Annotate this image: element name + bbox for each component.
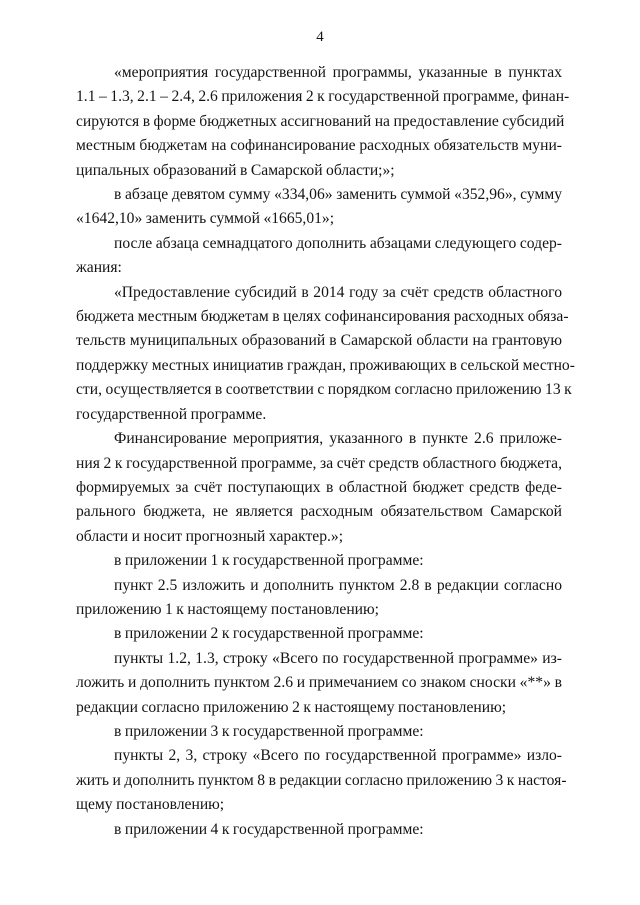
text-line: ципальных образований в Самарской области;»; [76, 161, 395, 179]
text-line: местным бюджетам на софинансирование расходных обязательств муни- [76, 137, 562, 155]
text-line: жания: [76, 259, 122, 277]
paragraph [76, 574, 562, 623]
text-line: государственной программе. [76, 405, 267, 423]
text-line: поддержку местных инициатив граждан, проживающих в сельской местно- [76, 356, 575, 374]
text-line: в приложении 3 к государственной программе: [114, 722, 424, 740]
text-line: бюджета местным бюджетам в целях софинансирования расходных обяза- [76, 308, 569, 326]
text-line: ложить и дополнить пунктом 2.6 и примечанием со знаком сноски «**» в [76, 674, 562, 692]
text-line: ния 2 к государственной программе, за счёт средств областного бюджета, [76, 454, 562, 472]
paragraph [76, 720, 562, 744]
page-number: 4 [316, 29, 324, 45]
text-line: рального бюджета, не является расходным обязательством Самарской [76, 503, 562, 521]
text-line: в приложении 1 к государственной программе: [114, 552, 424, 570]
text-line: сти, осуществляется в соответствии с порядком согласно приложению 13 к [76, 381, 572, 399]
text-line: жить и дополнить пунктом 8 в редакции согласно приложению 3 к настоя- [76, 771, 567, 789]
text-line: формируемых за счёт поступающих в областной бюджет средств феде- [76, 478, 562, 496]
text-line: после абзаца семнадцатого дополнить абзацами следующего содер- [114, 234, 562, 252]
text-line: 1.1 – 1.3, 2.1 – 2.4, 2.6 приложения 2 к государственной программе, финан- [76, 88, 570, 106]
paragraph [76, 281, 575, 427]
text-line: «1642,10» заменить суммой «1665,01»; [76, 210, 335, 228]
paragraph [76, 744, 567, 817]
paragraph [76, 622, 562, 646]
text-line: «Предоставление субсидий в 2014 году за счёт средств областного [114, 283, 562, 301]
text-line: в приложении 2 к государственной программе: [114, 625, 424, 643]
document-body [76, 61, 575, 842]
text-line: Финансирование мероприятия, указанного в пункте 2.6 приложе- [114, 430, 562, 448]
paragraph [76, 818, 562, 842]
text-line: щему постановлению; [76, 796, 225, 814]
paragraph [76, 647, 562, 720]
text-line: пункты 1.2, 1.3, строку «Всего по государственной программе» из- [114, 649, 562, 667]
text-line: области и носит прогнозный характер.»; [76, 527, 344, 545]
paragraph [76, 183, 562, 232]
paragraph [76, 427, 562, 549]
paragraph [76, 549, 562, 573]
paragraph [76, 61, 570, 183]
text-line: пункты 2, 3, строку «Всего по государственной программе» изло- [114, 747, 562, 765]
text-line: в абзаце девятом сумму «334,06» заменить суммой «352,96», сумму [114, 186, 562, 204]
text-line: тельств муниципальных образований в Самарской области на грантовую [76, 332, 562, 350]
paragraph [76, 232, 562, 281]
text-line: приложению 1 к настоящему постановлению; [76, 600, 379, 618]
text-line: в приложении 4 к государственной программе: [114, 820, 424, 838]
text-line: «мероприятия государственной программы, указанные в пунктах [114, 64, 562, 81]
text-line: редакции согласно приложению 2 к настоящему постановлению; [76, 698, 507, 716]
text-line: пункт 2.5 изложить и дополнить пунктом 2.8 в редакции согласно [114, 576, 562, 594]
text-line: сируются в форме бюджетных ассигнований на предоставление субсидий [76, 112, 565, 130]
